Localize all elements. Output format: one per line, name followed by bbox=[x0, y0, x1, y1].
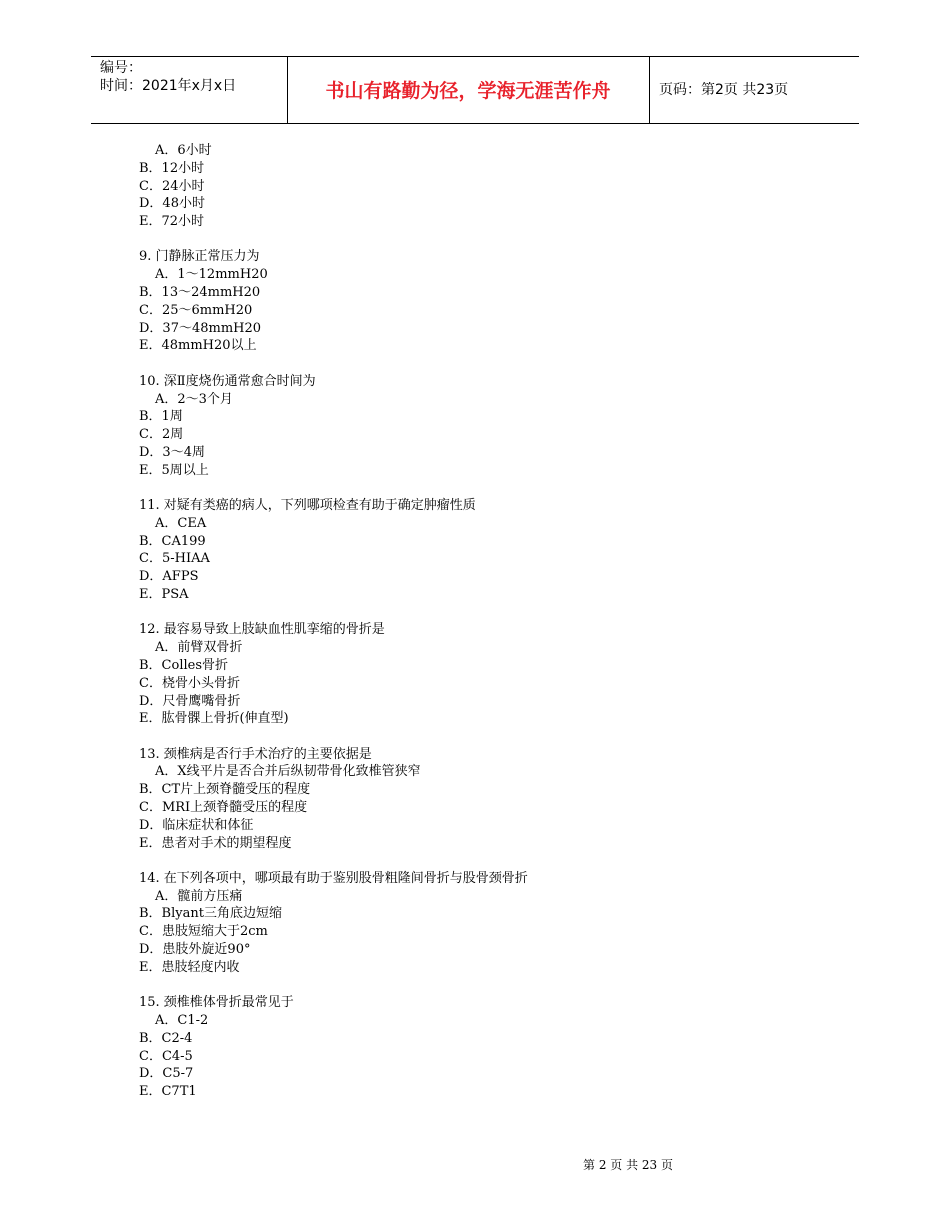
option-a: A．前臂双骨折 bbox=[155, 640, 243, 656]
option-a: A．6小时 bbox=[155, 143, 212, 158]
question-title: 11. 对疑有类癌的病人，下列哪项检查有助于确定肿瘤性质 bbox=[139, 498, 476, 514]
question-item bbox=[139, 621, 839, 728]
option-b: B．12小时 bbox=[139, 160, 205, 176]
option-e: E．PSA bbox=[139, 587, 189, 603]
option-c: C．C4-5 bbox=[139, 1048, 193, 1064]
option-b: B．C2-4 bbox=[139, 1030, 193, 1046]
page-header bbox=[91, 56, 859, 124]
question-title: 10. 深Ⅱ度烧伤通常愈合时间为 bbox=[139, 373, 316, 389]
option-d: D．临床症状和体征 bbox=[139, 817, 254, 833]
option-e: E．患肢轻度内收 bbox=[139, 959, 240, 975]
option-c: C．24小时 bbox=[139, 178, 205, 194]
option-c: C．2周 bbox=[139, 427, 184, 443]
question-item bbox=[139, 248, 839, 355]
option-b: B．Blyant三角底边短缩 bbox=[139, 906, 282, 922]
option-c: C．患肢短缩大于2cm bbox=[139, 924, 268, 940]
option-a: A．X线平片是否合并后纵韧带骨化致椎管狭窄 bbox=[155, 764, 421, 780]
option-d: D．37～48mmH20 bbox=[139, 320, 262, 336]
question-title: 15. 颈椎椎体骨折最常见于 bbox=[139, 995, 294, 1011]
option-e: E．肱骨髁上骨折(伸直型) bbox=[139, 711, 289, 727]
option-b: B．Colles骨折 bbox=[139, 657, 229, 673]
option-c: C．25～6mmH20 bbox=[139, 302, 253, 318]
header-meta-cell bbox=[91, 57, 288, 123]
question-item bbox=[139, 746, 839, 853]
option-e: E．C7T1 bbox=[139, 1084, 197, 1100]
footer-page-number: 第 2 页 共 23 页 bbox=[583, 1158, 673, 1172]
option-e: E．72小时 bbox=[139, 214, 205, 230]
option-a: A．CEA bbox=[155, 515, 207, 531]
option-b: B．CA199 bbox=[139, 533, 206, 549]
option-e: E．48mmH20以上 bbox=[139, 338, 257, 354]
question-list bbox=[139, 142, 839, 1118]
number-label: 编号： bbox=[100, 60, 142, 76]
option-d: D．3～4周 bbox=[139, 444, 205, 460]
option-b: B．1周 bbox=[139, 409, 183, 425]
option-e: E．5周以上 bbox=[139, 462, 209, 478]
page-code: 页码：第2页 共23页 bbox=[659, 82, 789, 98]
question-item bbox=[139, 373, 839, 480]
header-page-cell bbox=[649, 57, 859, 123]
header-motto-cell bbox=[287, 57, 650, 123]
question-item bbox=[139, 870, 839, 977]
option-a: A．C1-2 bbox=[155, 1012, 209, 1028]
time-label: 时间：2021年x月x日 bbox=[100, 78, 237, 94]
question-item bbox=[139, 994, 839, 1101]
option-c: C．5-HIAA bbox=[139, 551, 210, 567]
option-c: C．桡骨小头骨折 bbox=[139, 675, 240, 691]
option-e: E．患者对手术的期望程度 bbox=[139, 835, 292, 851]
question-title: 12. 最容易导致上肢缺血性肌挛缩的骨折是 bbox=[139, 622, 385, 638]
motto-text: 书山有路勤为径，学海无涯苦作舟 bbox=[325, 80, 611, 102]
option-a: A．髋前方压痛 bbox=[155, 888, 243, 904]
question-title: 14. 在下列各项中，哪项最有助于鉴别股骨粗隆间骨折与股骨颈骨折 bbox=[139, 870, 528, 886]
question-item bbox=[139, 142, 839, 231]
page-footer bbox=[0, 1157, 950, 1173]
option-d: D．48小时 bbox=[139, 196, 205, 212]
option-d: D．患肢外旋近90° bbox=[139, 942, 251, 958]
option-b: B．CT片上颈脊髓受压的程度 bbox=[139, 782, 311, 798]
option-a: A．1～12mmH20 bbox=[155, 267, 268, 283]
question-item bbox=[139, 497, 839, 604]
option-d: D．尺骨鹰嘴骨折 bbox=[139, 693, 241, 709]
option-c: C．MRI上颈脊髓受压的程度 bbox=[139, 800, 308, 815]
question-title: 9. 门静脉正常压力为 bbox=[139, 249, 260, 265]
question-title: 13. 颈椎病是否行手术治疗的主要依据是 bbox=[139, 746, 372, 762]
option-d: D．C5-7 bbox=[139, 1066, 194, 1082]
option-b: B．13～24mmH20 bbox=[139, 285, 261, 301]
option-d: D．AFPS bbox=[139, 569, 199, 585]
option-a: A．2～3个月 bbox=[155, 391, 233, 407]
